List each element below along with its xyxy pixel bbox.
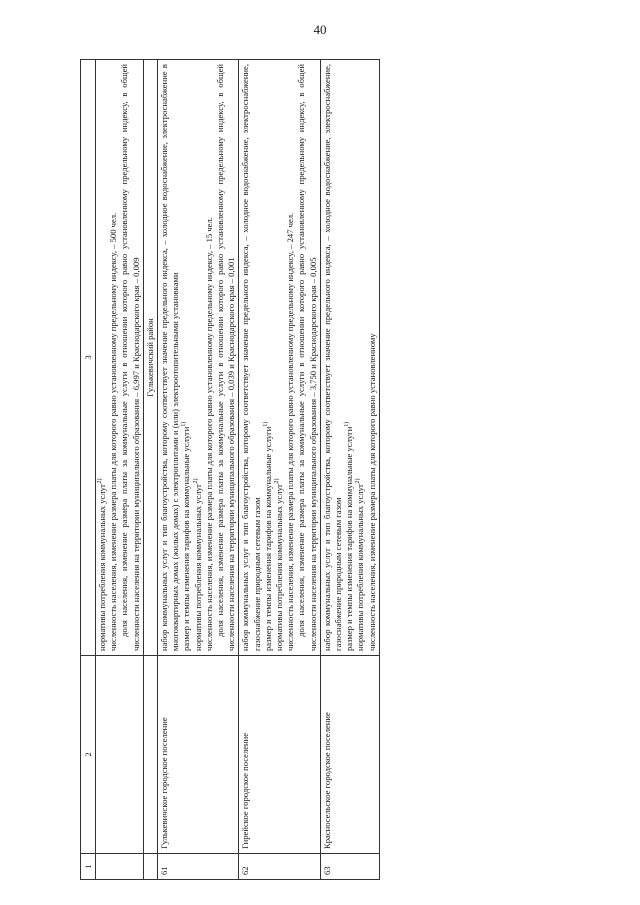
row-description [158, 60, 239, 656]
row-paragraph: набор коммунальных услуг и тип благоустройства, которому соответствует значение предельного индекса, – холодное водоснабжение, электроснабжение в многоквартирных домах (жилых домах) с электроплитами и (или) электроотопительными установками [159, 64, 181, 651]
row-paragraph: численность населения, изменение размера платы для которого равно установленному предельному индексу, – 15 чел. [203, 217, 214, 651]
row-paragraph: размер и темпы изменения тарифов на коммунальные услуги$^{1)}$ [181, 421, 192, 651]
settlement-name: Гулькевичское городское поселение [158, 656, 239, 854]
settlement-name: Гирейское городское поселение [239, 656, 320, 854]
table-row [320, 60, 379, 880]
row-paragraph: доля населения, изменение размера платы за коммунальные услуги в отношении которого равно установленному предельному индексу, в общей численности населения на территории муниципального образования – 0,039 и Краснодарского края – 0,001 [215, 64, 237, 651]
row-paragraph: размер и темпы изменения тарифов на коммунальные услуги$^{1)}$ [344, 421, 355, 651]
continuation-row [96, 60, 144, 880]
continuation-paragraph: доля населения, изменение размера платы за коммунальные услуги в отношении которого равно установленному предельному индексу, в общей численности населения на территории муниципального образования – 6,997 и Краснодарского края – 0,009 [119, 64, 141, 651]
row-paragraph: нормативы потребления коммунальных услуг$^{2)}$ [274, 478, 285, 651]
row-paragraph: численность населения, изменение размера платы для которого равно установленному [366, 333, 377, 651]
continuation-paragraph: нормативы потребления коммунальных услуг$^{2)}$ [97, 478, 107, 651]
page-number: 40 [313, 22, 327, 37]
column-header-1: 1 [81, 854, 96, 880]
column-header-2: 2 [81, 656, 96, 854]
row-description [239, 60, 320, 656]
row-number: 61 [158, 854, 239, 880]
row-paragraph: нормативы потребления коммунальных услуг$^{2)}$ [192, 478, 203, 651]
row-paragraph: набор коммунальных услуг и тип благоустройства, которому соответствует значение предельного индекса, – холодное водоснабжение, электроснабжение, газоснабжение природным сетевым газом [240, 64, 262, 651]
row-paragraph: набор коммунальных услуг и тип благоустройства, которому соответствует значение предельного индекса, – холодное водоснабжение, электроснабжение, газоснабжение природным сетевым газом [321, 64, 344, 651]
table-row [239, 60, 320, 880]
row-paragraph: нормативы потребления коммунальных услуг$^{2)}$ [355, 478, 366, 651]
column-header-row [81, 60, 96, 880]
continuation-paragraph: численность населения, изменение размера платы для которого равно установленному предельному индексу, – 500 чел. [108, 212, 119, 651]
row-paragraph: численность населения, изменение размера платы для которого равно установленному предельному индексу, – 247 чел. [285, 212, 296, 651]
district-name: Гулькевичский район [143, 60, 157, 656]
row-description [320, 60, 379, 656]
rotated-table-container [80, 60, 585, 880]
table-row [158, 60, 239, 880]
row-paragraph: размер и темпы изменения тарифов на коммунальные услуги$^{1)}$ [262, 421, 273, 651]
row-number: 63 [320, 854, 379, 880]
row-paragraph: доля населения, изменение размера платы за коммунальные услуги в отношении которого равно установленному предельному индексу, в общей численности населения на территории муниципального образования – 3,750 и Краснодарского края – 0,005 [296, 64, 318, 651]
column-header-3: 3 [81, 60, 96, 656]
district-row [143, 60, 157, 880]
settlement-name: Красносельское городское поселение [320, 656, 379, 854]
tariff-table [80, 59, 380, 880]
row-number: 62 [239, 854, 320, 880]
